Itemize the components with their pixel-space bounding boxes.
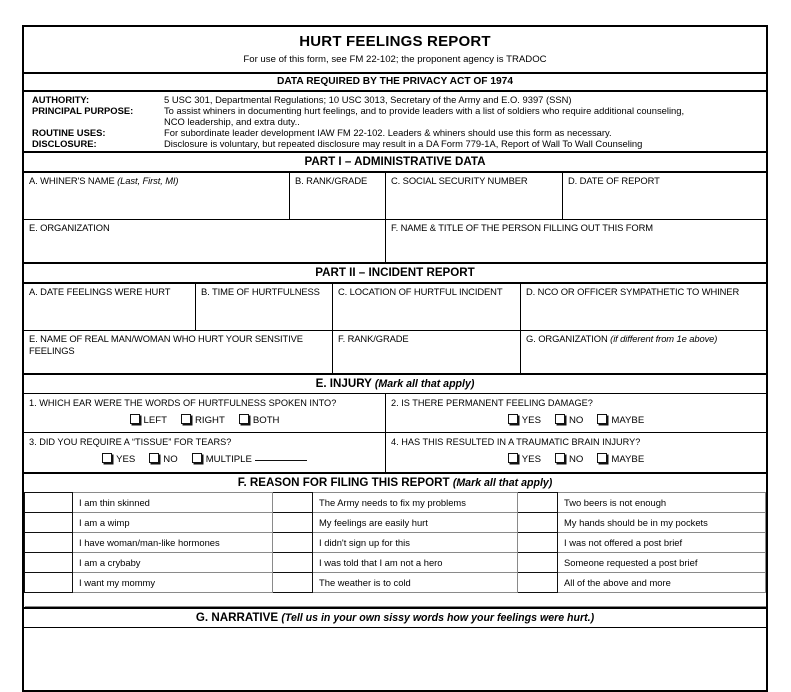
reason-checkbox-r5c3[interactable]: [518, 572, 558, 592]
table-row: [25, 552, 766, 572]
reason-checkbox-r1c3[interactable]: [518, 492, 558, 512]
hurt-feelings-report-form: [22, 25, 768, 692]
narrative-header-note: (Tell us in your own sissy words how your feelings were hurt.): [281, 611, 595, 624]
reason-label-r4c1: I am a crybaby: [73, 552, 273, 572]
injury-q3-option-yes-label: YES: [116, 453, 136, 465]
reason-label-r1c3: Two beers is not enough: [558, 492, 766, 512]
field-name-of-offender[interactable]: [24, 331, 332, 373]
injury-q3-option-multiple-label: MULTIPLE: [205, 453, 252, 465]
reason-checkbox-r3c1[interactable]: [25, 532, 73, 552]
injury-q1-option-right-label: RIGHT: [194, 414, 225, 426]
injury-q2-option-maybe-label: MAYBE: [611, 414, 645, 426]
checkbox-icon[interactable]: [239, 414, 249, 424]
reason-table: [24, 492, 766, 607]
injury-q2-option-no-label: NO: [568, 414, 584, 426]
part1-header: PART I – ADMINISTRATIVE DATA: [24, 151, 766, 171]
reason-label-r5c2: The weather is to cold: [313, 572, 518, 592]
reason-header: [24, 472, 766, 492]
reason-checkbox-r2c3[interactable]: [518, 512, 558, 532]
field-location-of-incident-label: C. LOCATION OF HURTFUL INCIDENT: [338, 286, 503, 297]
injury-q3-multiple-input[interactable]: [255, 460, 307, 461]
reason-checkbox-r5c2[interactable]: [273, 572, 313, 592]
form-subtitle: For use of this form, see FM 22-102; the proponent agency is TRADOC: [243, 54, 547, 65]
reason-checkbox-r2c2[interactable]: [273, 512, 313, 532]
injury-q1-option-both[interactable]: [239, 414, 280, 427]
field-date-of-report[interactable]: [562, 173, 766, 219]
reason-table-spacer-row: [25, 592, 766, 606]
injury-q2-text: 2. IS THERE PERMANENT FEELING DAMAGE?: [391, 398, 593, 408]
injury-q1-text: 1. WHICH EAR WERE THE WORDS OF HURTFULNESS SPOKEN INTO?: [29, 398, 337, 408]
injury-q2-option-no[interactable]: [555, 414, 583, 427]
injury-q3-options: [29, 450, 380, 470]
injury-row-2: [24, 432, 766, 471]
reason-label-r1c1: I am thin skinned: [73, 492, 273, 512]
reason-checkbox-r4c1[interactable]: [25, 552, 73, 572]
injury-question-3: [24, 433, 385, 471]
field-rank-grade[interactable]: [289, 173, 385, 219]
checkbox-icon[interactable]: [508, 414, 518, 424]
field-name-title-filler-label: F. NAME & TITLE OF THE PERSON FILLING OUT THIS FORM: [391, 222, 653, 233]
authority-text: 5 USC 301, Departmental Regulations; 10 USC 3013, Secretary of the Army and E.O. 9397 (SSN): [164, 94, 572, 105]
field-date-feelings-hurt-label: A. DATE FEELINGS WERE HURT: [29, 286, 171, 297]
reason-label-r1c2: The Army needs to fix my problems: [313, 492, 518, 512]
field-ssn-label: C. SOCIAL SECURITY NUMBER: [391, 175, 528, 186]
field-time-of-hurtfulness-label: B. TIME OF HURTFULNESS: [201, 286, 320, 297]
narrative-header-label: G. NARRATIVE: [195, 610, 282, 624]
injury-q2-option-yes[interactable]: [508, 414, 541, 427]
checkbox-icon[interactable]: [555, 414, 565, 424]
injury-header-label: E. INJURY: [315, 377, 375, 390]
injury-q4-options: [391, 450, 761, 470]
field-offender-organization[interactable]: [520, 331, 766, 373]
injury-question-2: [385, 394, 766, 432]
disclosure-label: DISCLOSURE:: [32, 138, 97, 149]
authority-label: AUTHORITY:: [32, 94, 90, 105]
injury-q3-text: 3. DID YOU REQUIRE A “TISSUE” FOR TEARS?: [29, 437, 232, 448]
checkbox-icon[interactable]: [555, 453, 565, 463]
injury-q2-options: [391, 411, 761, 431]
field-offender-organization-hint: (if different from 1e above): [610, 333, 718, 344]
injury-q4-option-no-label: NO: [568, 453, 584, 465]
field-whiners-name[interactable]: [24, 173, 289, 219]
page-title: HURT FEELINGS REPORT: [299, 33, 491, 50]
reason-label-r3c2: I didn't sign up for this: [313, 532, 518, 552]
field-date-feelings-hurt[interactable]: [24, 284, 195, 330]
reason-checkbox-r2c1[interactable]: [25, 512, 73, 532]
field-offender-rank-grade-label: F. RANK/GRADE: [338, 333, 409, 344]
injury-q3-option-yes[interactable]: [102, 453, 135, 466]
injury-q3-option-no-label: NO: [163, 453, 178, 465]
reason-table-spacer-cell: [25, 592, 766, 606]
field-offender-rank-grade[interactable]: [332, 331, 520, 373]
principal-purpose-line1: To assist whiners in documenting hurt feelings, and to provide leaders with a list of soldiers who require additional counseling,: [164, 105, 685, 116]
privacy-row-disclosure: [24, 138, 766, 149]
injury-q4-option-no[interactable]: [555, 453, 583, 466]
injury-q1-option-left[interactable]: [130, 414, 167, 427]
injury-q1-option-left-label: LEFT: [143, 414, 167, 426]
reason-label-r2c2: My feelings are easily hurt: [313, 512, 518, 532]
checkbox-icon[interactable]: [597, 453, 607, 463]
principal-purpose-label: PRINCIPAL PURPOSE:: [32, 105, 134, 116]
injury-header: [24, 373, 766, 393]
injury-q4-option-maybe-label: MAYBE: [611, 453, 645, 465]
field-name-of-offender-label2: FEELINGS: [29, 344, 75, 356]
checkbox-icon[interactable]: [149, 453, 159, 463]
injury-q2-option-yes-label: YES: [521, 414, 541, 426]
privacy-row-routine-uses: [24, 127, 766, 138]
narrative-header: [24, 607, 766, 627]
field-location-of-incident[interactable]: [332, 284, 520, 330]
injury-q4-text: 4. HAS THIS RESULTED IN A TRAUMATIC BRAIN INJURY?: [391, 437, 641, 448]
injury-question-4: [385, 433, 766, 471]
principal-purpose-line2: NCO leadership, and extra duty..: [164, 116, 300, 127]
field-date-of-report-label: D. DATE OF REPORT: [568, 175, 660, 186]
injury-header-note: (Mark all that apply): [374, 378, 475, 390]
privacy-act-details: [24, 90, 766, 151]
field-organization[interactable]: [24, 220, 385, 262]
injury-q1-options: [29, 411, 380, 431]
injury-q1-option-right[interactable]: [181, 414, 225, 427]
injury-q4-option-maybe[interactable]: [597, 453, 644, 466]
routine-uses-text: For subordinate leader development IAW FM 22-102. Leaders & whiners should use this form as necessary.: [164, 127, 612, 138]
field-name-of-offender-label: E. NAME OF REAL MAN/WOMAN WHO HURT YOUR SENSITIVE: [29, 333, 303, 344]
table-row: [25, 532, 766, 552]
checkbox-icon[interactable]: [130, 414, 140, 424]
injury-q3-option-no[interactable]: [149, 453, 177, 466]
table-row: [25, 512, 766, 532]
checkbox-icon[interactable]: [181, 414, 191, 424]
checkbox-icon[interactable]: [597, 414, 607, 424]
form-title-block: [24, 27, 766, 72]
injury-q2-option-maybe[interactable]: [597, 414, 644, 427]
reason-checkbox-r3c3[interactable]: [518, 532, 558, 552]
injury-question-1: [24, 394, 385, 432]
privacy-row-principal-purpose: [24, 105, 766, 127]
field-whiners-name-label: A. WHINER'S NAME: [29, 175, 118, 186]
table-row: [25, 492, 766, 512]
part2-row-2: [24, 330, 766, 373]
field-social-security-number[interactable]: [385, 173, 562, 219]
reason-checkbox-r4c2[interactable]: [273, 552, 313, 572]
principal-purpose-text: [164, 105, 766, 127]
reason-label-r3c3: I was not offered a post brief: [558, 532, 766, 552]
reason-table-body: [25, 492, 766, 606]
field-rank-grade-label: B. RANK/GRADE: [295, 175, 368, 186]
reason-label-r2c3: My hands should be in my pockets: [558, 512, 766, 532]
reason-label-r5c1: I want my mommy: [73, 572, 273, 592]
checkbox-icon[interactable]: [192, 453, 202, 463]
privacy-row-authority: [24, 94, 766, 105]
narrative-input-area[interactable]: [24, 627, 766, 690]
reason-label-r3c1: I have woman/man-like hormones: [73, 532, 273, 552]
reason-checkbox-r1c1[interactable]: [25, 492, 73, 512]
disclosure-text: Disclosure is voluntary, but repeated disclosure may result in a DA Form 779-1A, Report of Wall To Wall Counseling: [164, 138, 643, 149]
field-nco-sympathetic-label: D. NCO OR OFFICER SYMPATHETIC TO WHINER: [526, 286, 740, 297]
field-organization-label: E. ORGANIZATION: [29, 222, 110, 233]
injury-q1-option-both-label: BOTH: [252, 414, 280, 426]
part2-row-1: [24, 282, 766, 330]
field-whiners-name-hint: (Last, First, MI): [117, 175, 179, 186]
injury-q4-option-yes[interactable]: [508, 453, 541, 466]
checkbox-icon[interactable]: [102, 453, 112, 463]
field-offender-organization-label: G. ORGANIZATION: [526, 333, 611, 344]
field-nco-sympathetic[interactable]: [520, 284, 766, 330]
routine-uses-label: ROUTINE USES:: [32, 127, 106, 138]
injury-q4-option-yes-label: YES: [521, 453, 541, 465]
reason-label-r4c3: Someone requested a post brief: [558, 552, 766, 572]
part1-row-2: [24, 219, 766, 262]
table-row: [25, 572, 766, 592]
reason-checkbox-r3c2[interactable]: [273, 532, 313, 552]
injury-row-1: [24, 393, 766, 432]
part2-header: PART II – INCIDENT REPORT: [24, 262, 766, 282]
field-time-of-hurtfulness[interactable]: [195, 284, 332, 330]
reason-header-note: (Mark all that apply): [452, 476, 553, 489]
reason-checkbox-r1c2[interactable]: [273, 492, 313, 512]
field-name-title-filler[interactable]: [385, 220, 766, 262]
reason-checkbox-r5c1[interactable]: [25, 572, 73, 592]
checkbox-icon[interactable]: [508, 453, 518, 463]
privacy-act-banner: DATA REQUIRED BY THE PRIVACY ACT OF 1974: [24, 72, 766, 90]
reason-label-r5c3: All of the above and more: [558, 572, 766, 592]
part1-row-1: [24, 171, 766, 219]
reason-label-r4c2: I was told that I am not a hero: [313, 552, 518, 572]
reason-header-label: F. REASON FOR FILING THIS REPORT: [237, 475, 453, 489]
reason-label-r2c1: I am a wimp: [73, 512, 273, 532]
reason-checkbox-r4c3[interactable]: [518, 552, 558, 572]
injury-q3-option-multiple[interactable]: [192, 453, 307, 466]
